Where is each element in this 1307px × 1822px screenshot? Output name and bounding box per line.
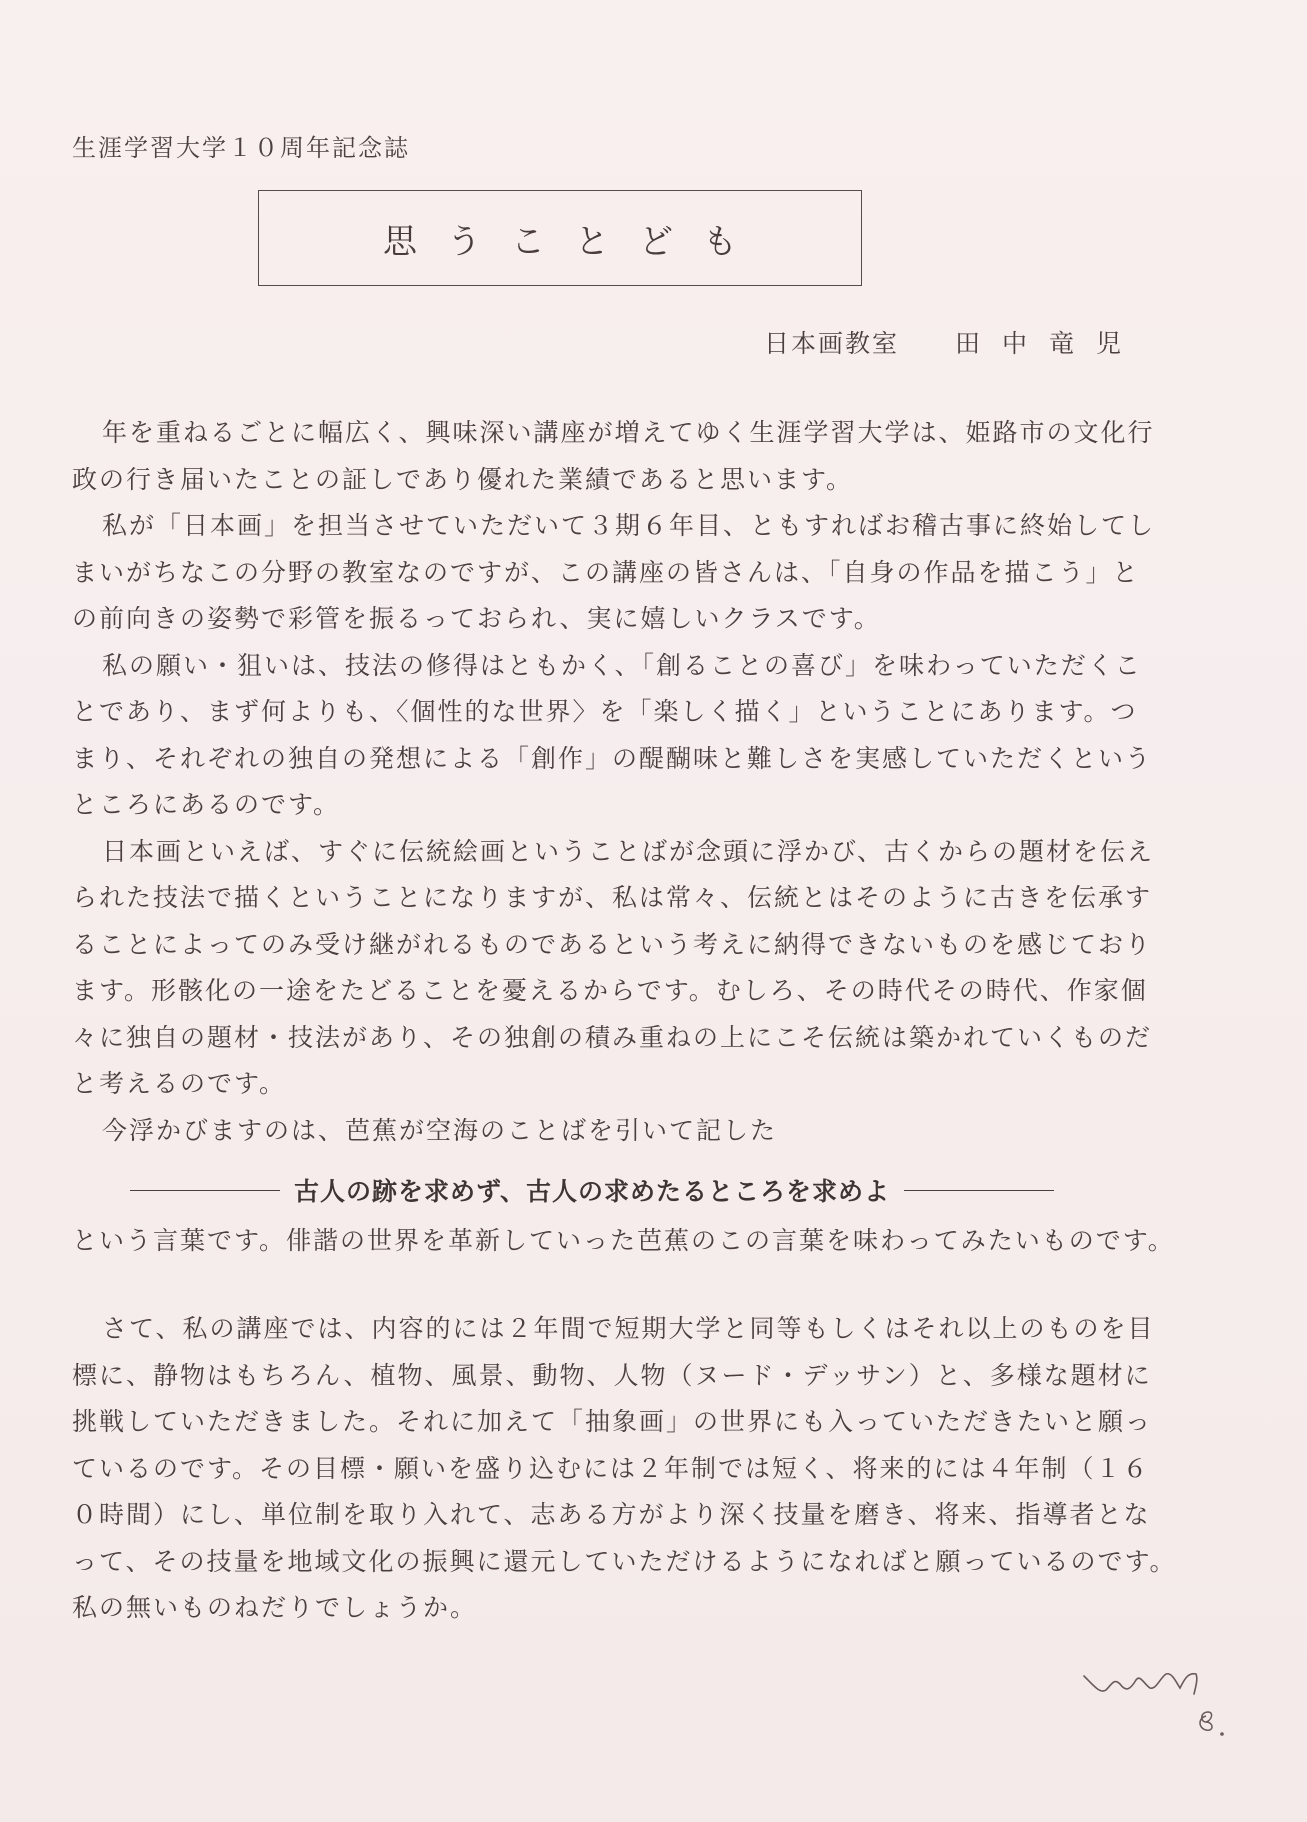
quote-dash-right <box>904 1190 1054 1191</box>
title-box <box>258 190 862 286</box>
quote-text: 古人の跡を求めず、古人の求めたるところを求めよ <box>294 1177 891 1206</box>
body-line: られた技法で描くということになりますが、私は常々、伝統とはそのように古きを伝承す <box>72 883 1153 912</box>
body-line: 標に、静物はもちろん、植物、風景、動物、人物（ヌード・デッサン）と、多様な題材に <box>72 1360 1152 1390</box>
author-line <box>764 324 1143 360</box>
author-department: 日本画教室 <box>764 329 900 358</box>
document-title: 思うことども <box>383 221 767 262</box>
body-section-2 <box>72 1218 1242 1265</box>
body-line: 私の願い・狙いは、技法の修得はともかく、「創ることの喜び」を味わっていただくこ <box>102 650 1142 680</box>
body-line: 政の行き届いたことの証しであり優れた業績であると思います。 <box>72 464 854 494</box>
body-line: 私の無いものねだりでしょうか。 <box>72 1593 478 1622</box>
body-line: とであり、まず何よりも、〈個性的な世界〉を「楽しく描く」ということにあります。つ <box>72 697 1138 726</box>
body-line: ることによってのみ受け継がれるものであるという考えに納得できないものを感じており <box>72 929 1153 959</box>
body-line: という言葉です。俳諧の世界を革新していった芭蕉のこの言葉を味わってみたいものです。 <box>72 1226 1175 1255</box>
body-line: と考えるのです。 <box>72 1069 287 1098</box>
body-line: 年を重ねるごとに幅広く、興味深い講座が増えてゆく生涯学習大学は、姫路市の文化行 <box>102 418 1155 447</box>
body-line: まり、それぞれの独自の発想による「創作」の醍醐味と難しさを実感していただくという <box>72 743 1153 773</box>
body-line: って、その技量を地域文化の振興に還元していただけるようになればと願っているのです。 <box>72 1546 1177 1576</box>
body-line: 私が「日本画」を担当させていただいて３期６年目、ともすればお稽古事に終始してし <box>102 511 1156 540</box>
body-section-1 <box>72 410 1242 1154</box>
quote-dash-left <box>130 1190 280 1191</box>
body-line: ０時間）にし、単位制を取り入れて、志ある方がより深く技量を磨き、将来、指導者とな <box>72 1500 1151 1529</box>
publication-note: 生涯学習大学１０周年記念誌 <box>72 134 410 162</box>
body-line: まいがちなこの分野の教室なのですが、この講座の皆さんは、「自身の作品を描こう」と <box>72 557 1140 587</box>
body-line: 々に独自の題材・技法があり、その独創の積み重ねの上にこそ伝統は築かれていくものだ <box>72 1022 1153 1052</box>
quote-line <box>130 1172 1130 1208</box>
body-line: ているのです。その目標・願いを盛り込むには２年制では短く、将来的には４年制（１６ <box>72 1453 1150 1483</box>
handwritten-signature <box>1080 1664 1230 1744</box>
body-section-3 <box>72 1306 1242 1632</box>
body-line: 日本画といえば、すぐに伝統絵画ということばが念頭に浮かび、古くからの題材を伝え <box>102 836 1155 866</box>
author-name: 田中竜児 <box>955 329 1144 358</box>
body-line: の前向きの姿勢で彩管を振るっておられ、実に嬉しいクラスです。 <box>72 604 881 633</box>
body-line: 今浮かびますのは、芭蕉が空海のことばを引いて記した <box>102 1115 778 1145</box>
body-line: さて、私の講座では、内容的には２年間で短期大学と同等もしくはそれ以上のものを目 <box>102 1314 1155 1343</box>
body-line: ところにあるのです。 <box>72 790 341 819</box>
body-line: ます。形骸化の一途をたどることを憂えるからです。むしろ、その時代その時代、作家個 <box>72 976 1148 1005</box>
body-line: 挑戦していただきました。それに加えて「抽象画」の世界にも入っていただきたいと願っ <box>72 1407 1153 1436</box>
